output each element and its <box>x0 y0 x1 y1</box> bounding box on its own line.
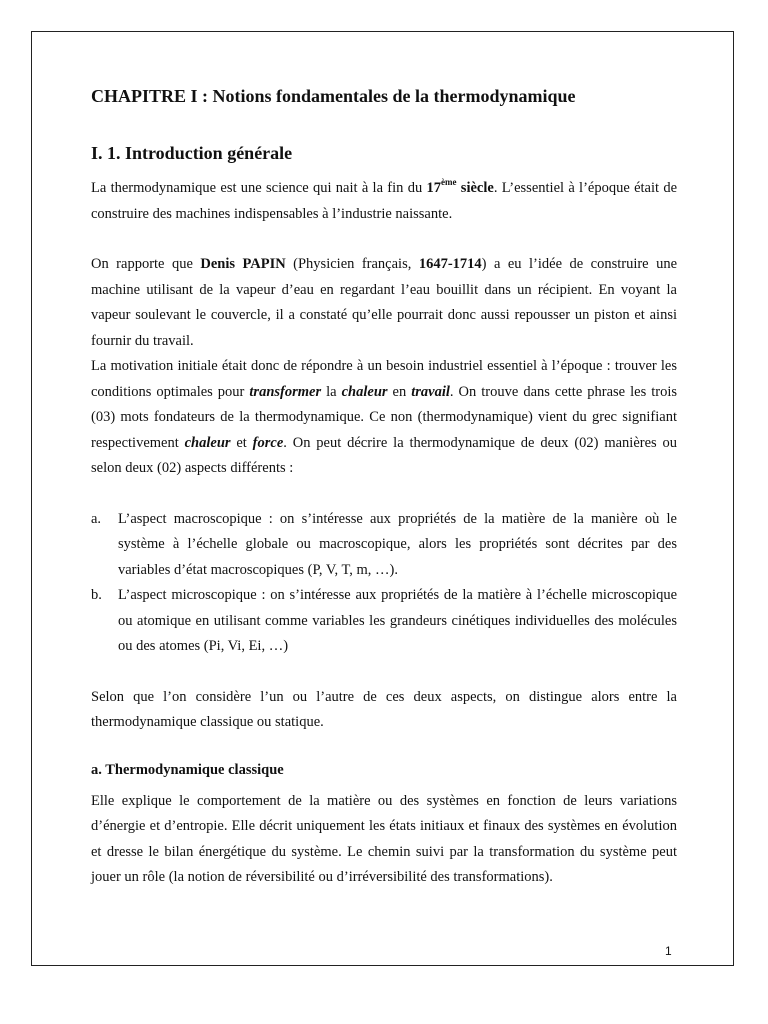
papin-name: Denis PAPIN <box>200 256 286 272</box>
keyword-travail: travail <box>411 383 450 400</box>
intro-text-2: . L’essentiel à l’époque était de construire des machines indispensables à l’industrie naissante. <box>91 180 678 222</box>
papin-text-3: ) a eu l’idée de construire une machine utilisant de la vapeur d’eau en regardant l’eau bouillit dans un récipient. En voyant la vapeur soulevant le couvercle, il a constaté qu’elle pourrait donc aussi repousser un piston et ainsi fournir du travail. <box>91 256 678 349</box>
papin-text-1: On rapporte que <box>91 256 201 272</box>
motivation-text-2: la <box>321 383 342 400</box>
motivation-text-6: . On peut décrire la thermodynamique de deux (02) manières ou selon deux (02) aspects différents : <box>91 434 678 476</box>
motivation-text-5: et <box>230 434 253 451</box>
keyword-transformer: transformer <box>249 383 322 400</box>
century-number: 17 <box>426 180 442 196</box>
keyword-chaleur-greek: chaleur <box>184 434 231 451</box>
motivation-text-3: en <box>387 383 412 400</box>
list-marker: b. <box>91 587 102 603</box>
list-item <box>91 507 677 584</box>
intro-text-1: La thermodynamique est une science qui nait à la fin du <box>91 180 427 196</box>
papin-text-2: (Physicien français, <box>285 256 419 272</box>
century-superscript: ème <box>441 177 457 187</box>
motivation-text-1: La motivation initiale était donc de répondre à un besoin industriel essentiel à l’époque : trouver les conditions optimales pour <box>91 358 677 400</box>
papin-paragraph <box>91 252 677 354</box>
list-marker: a. <box>91 510 102 527</box>
section-title: I. 1. Introduction générale <box>91 143 293 163</box>
subsection-title: a. Thermodynamique classique <box>91 761 284 778</box>
motivation-text-4: . On trouve dans cette phrase les trois (03) mots fondateurs de la thermodynamique. Ce non (thermodynamique) vient du grec signifiant respectivement <box>91 383 678 451</box>
motivation-paragraph <box>91 354 677 482</box>
century-word: siècle <box>456 180 494 196</box>
list-item <box>91 583 677 660</box>
keyword-chaleur: chaleur <box>341 383 388 400</box>
selon-paragraph: Selon que l’on considère l’un ou l’autre de ces deux aspects, on distingue alors entre la thermodynamique classique ou statique. <box>91 688 677 730</box>
list-item-text: L’aspect macroscopique : on s’intéresse aux propriétés de la matière de la manière où le système à l’échelle globale ou macroscopique, alors les propriétés sont décrites par des variables d’état macroscopiques (P, V, T, m, …). <box>118 510 677 578</box>
intro-paragraph <box>91 176 677 227</box>
document-body <box>91 84 677 891</box>
aspects-list <box>91 507 677 660</box>
papin-years: 1647-1714 <box>418 256 482 272</box>
classic-paragraph: Elle explique le comportement de la matière ou des systèmes en fonction de leurs variations d’énergie et d’entropie. Elle décrit uniquement les états initiaux et finaux des systèmes en évolution et dresse le bilan énergétique du système. Le chemin suivi par la transformation du système peut jouer un rôle (la notion de réversibilité ou d’irréversibilité des transformations). <box>91 792 677 885</box>
chapter-title: CHAPITRE I : Notions fondamentales de la thermodynamique <box>91 86 576 106</box>
list-item-text: L’aspect microscopique : on s’intéresse aux propriétés de la matière à l’échelle microscopique ou atomique en utilisant comme variables les grandeurs cinétiques individuelles des molécules ou des atomes (Pi, Vi, Ei, …) <box>118 587 677 654</box>
keyword-force: force <box>252 434 284 451</box>
century-label <box>426 177 494 196</box>
page-number: 1 <box>665 944 672 958</box>
